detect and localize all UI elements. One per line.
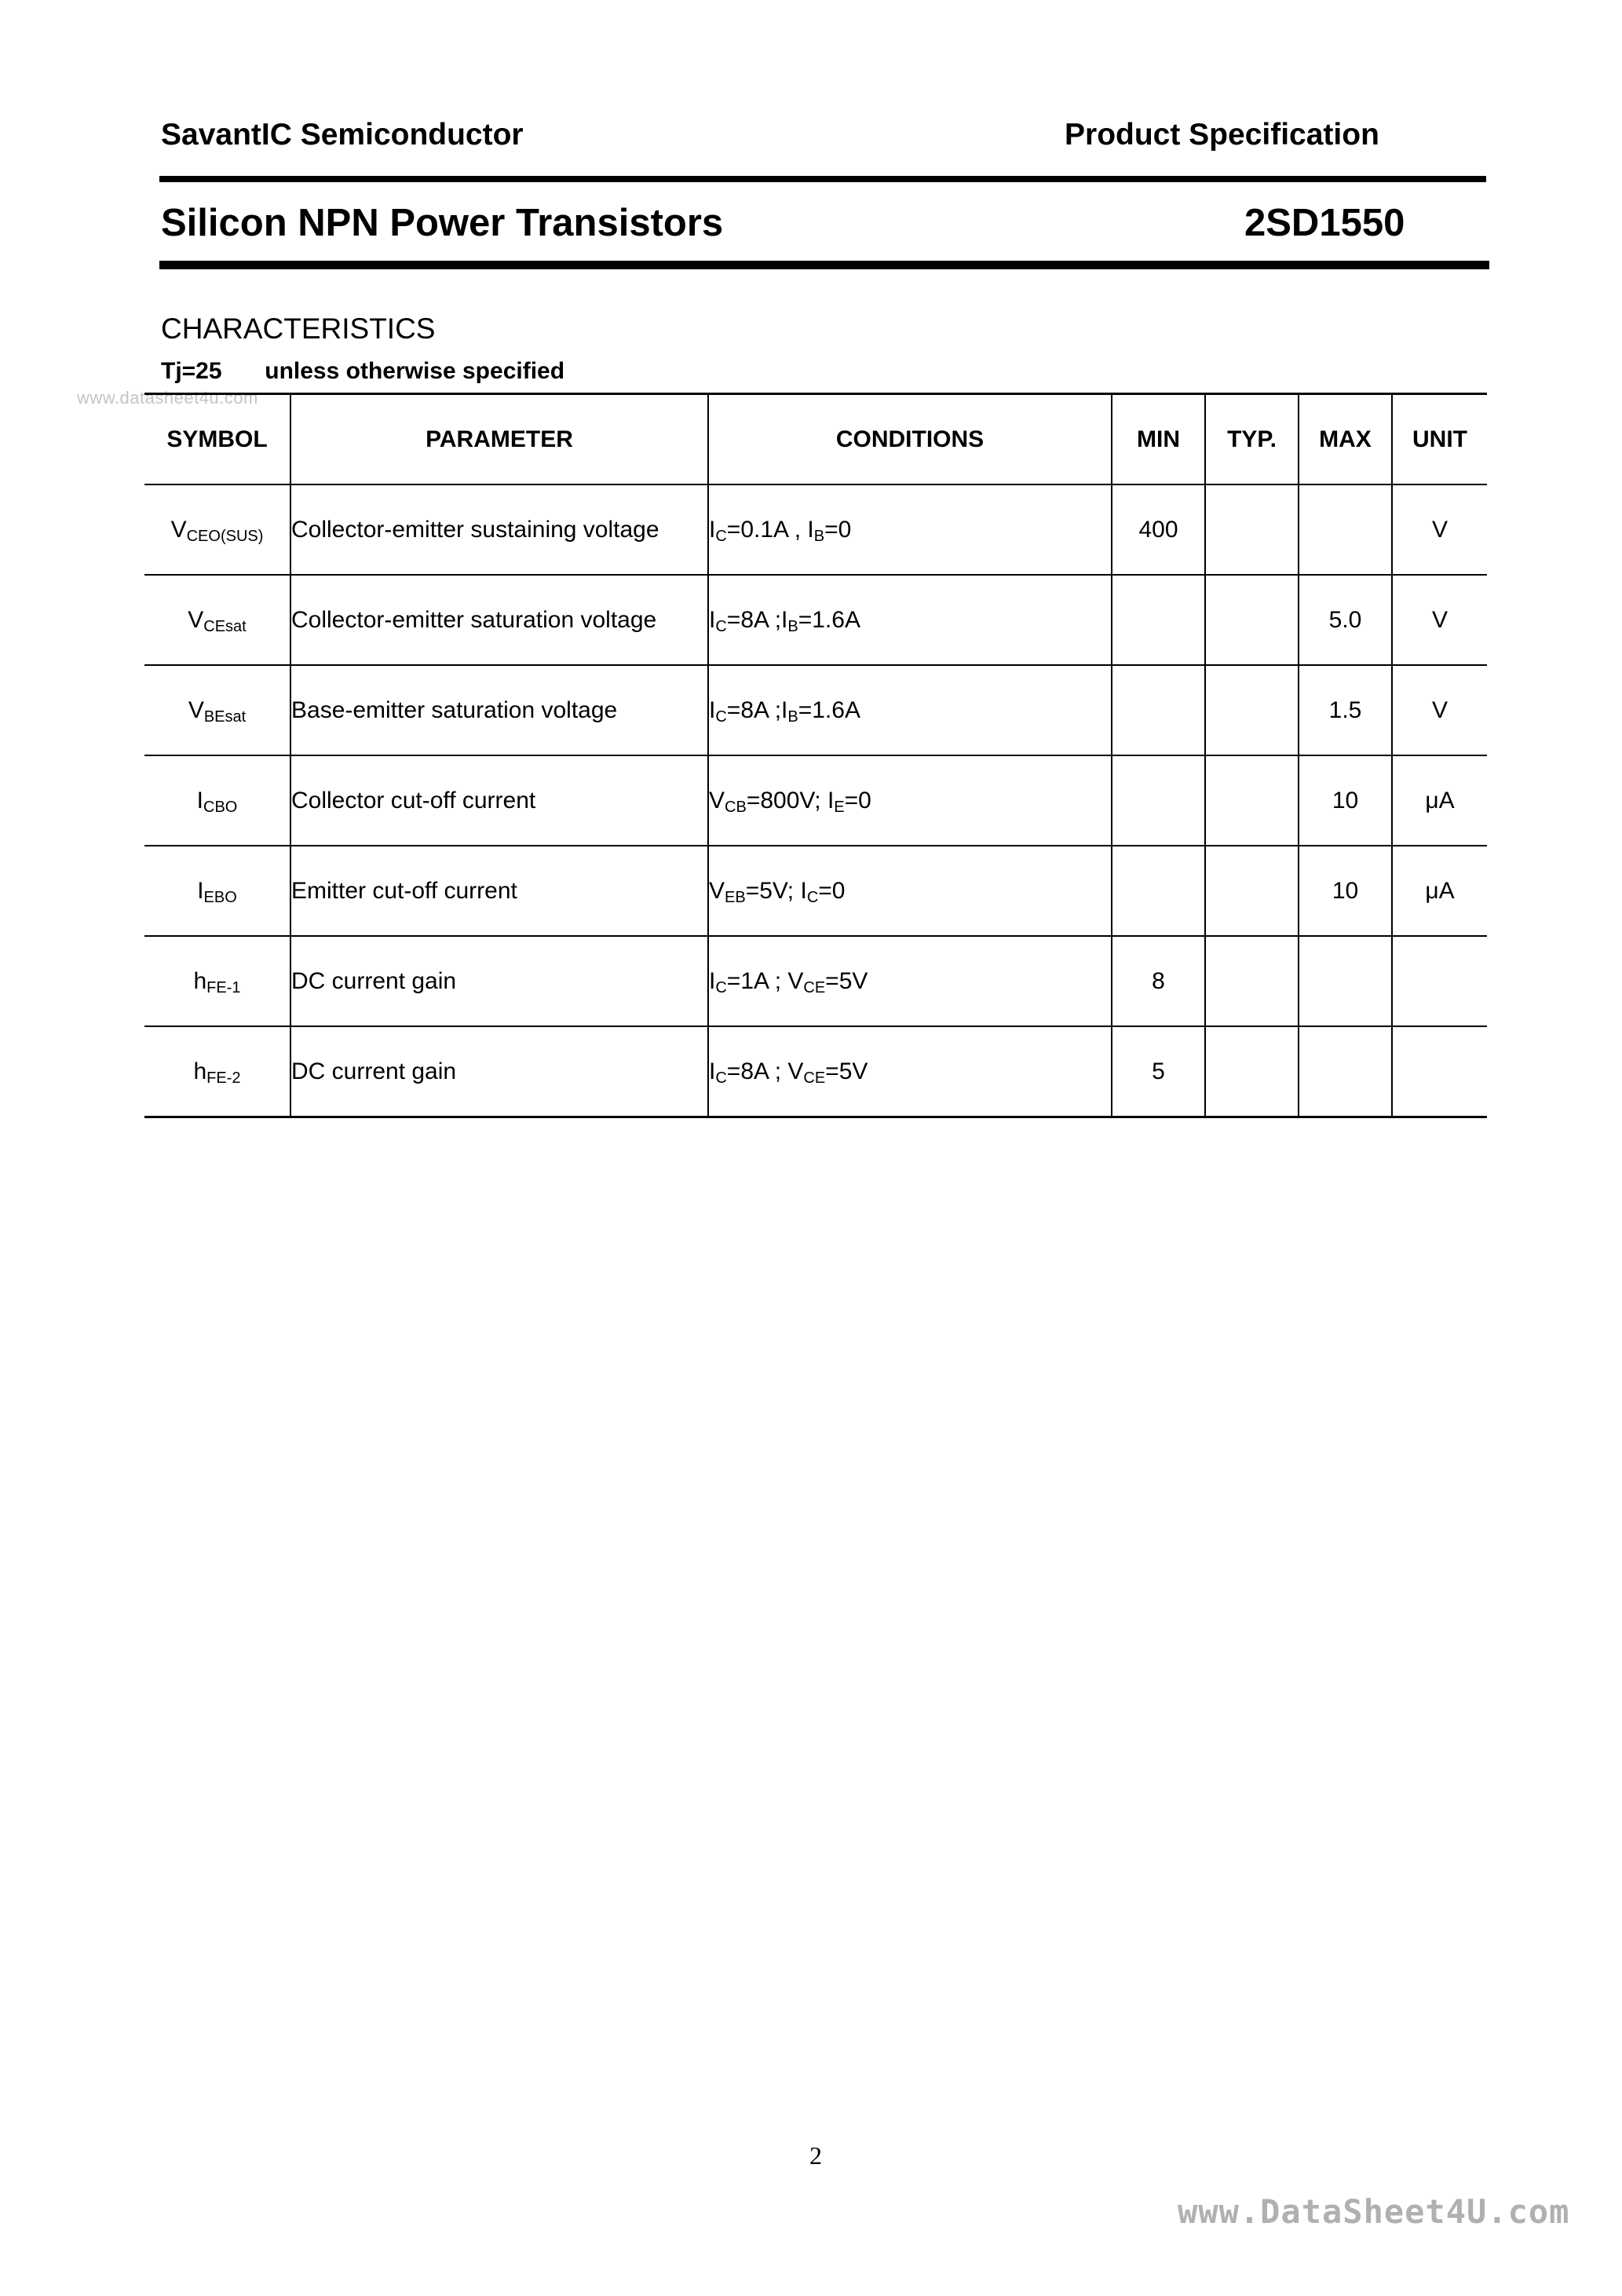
condition-subscript: B <box>787 707 798 726</box>
condition-subscript: CB <box>725 798 747 816</box>
col-parameter: PARAMETER <box>290 394 708 485</box>
symbol-main: I <box>196 787 203 813</box>
header-rule-bottom <box>159 261 1489 269</box>
parameter-cell: DC current gain <box>290 1026 708 1117</box>
typ-cell <box>1205 1026 1299 1117</box>
min-cell <box>1112 846 1205 936</box>
conditions-cell <box>708 484 1112 575</box>
condition-subscript: C <box>806 888 819 906</box>
condition-text: V <box>709 787 725 813</box>
condition-subscript: CE <box>803 1069 826 1087</box>
parameter-cell: Base-emitter saturation voltage <box>290 665 708 755</box>
symbol-cell <box>144 665 290 755</box>
company-name: SavantIC Semiconductor <box>161 118 524 152</box>
min-cell <box>1112 665 1205 755</box>
conditions-cell <box>708 1026 1112 1117</box>
unit-cell <box>1392 1026 1487 1117</box>
condition-note: unless otherwise specified <box>265 358 565 384</box>
max-cell <box>1299 1026 1392 1117</box>
condition-text: =800V; I <box>746 787 835 813</box>
condition-text: =8A ; V <box>726 1058 804 1084</box>
watermark-top: www.datasheet4u.com <box>77 388 258 408</box>
symbol-cell <box>144 755 290 846</box>
col-symbol: SYMBOL <box>144 394 290 485</box>
condition-text: =5V; I <box>745 877 807 904</box>
min-cell <box>1112 575 1205 665</box>
symbol-subscript: CEsat <box>203 617 247 635</box>
header-rule-top <box>159 176 1486 182</box>
symbol-main: V <box>188 696 204 723</box>
condition-text: I <box>709 606 716 633</box>
page-number: 2 <box>809 2141 822 2170</box>
temp-value: Tj=25 <box>161 358 222 384</box>
min-cell: 5 <box>1112 1026 1205 1117</box>
conditions-cell <box>708 755 1112 846</box>
symbol-subscript: CBO <box>203 798 238 816</box>
condition-text: V <box>709 877 725 904</box>
col-conditions: CONDITIONS <box>708 394 1112 485</box>
table-row <box>144 846 1487 936</box>
condition-text: =0 <box>818 877 846 904</box>
temperature-condition <box>161 360 564 383</box>
condition-subscript: C <box>715 978 727 996</box>
symbol-subscript: FE-1 <box>206 978 241 996</box>
condition-subscript: C <box>715 527 727 545</box>
condition-text: =0 <box>824 516 852 543</box>
conditions-cell <box>708 846 1112 936</box>
symbol-main: V <box>170 516 187 543</box>
condition-text: I <box>709 516 716 543</box>
condition-text: =1A ; V <box>726 967 804 994</box>
condition-subscript: E <box>834 798 845 816</box>
condition-subscript: B <box>787 617 798 635</box>
typ-cell <box>1205 665 1299 755</box>
parameter-cell: Collector-emitter saturation voltage <box>290 575 708 665</box>
col-unit: UNIT <box>1392 394 1487 485</box>
symbol-main: h <box>193 1058 207 1084</box>
condition-text: =0 <box>844 787 871 813</box>
section-heading: CHARACTERISTICS <box>161 313 436 345</box>
table-row <box>144 1026 1487 1117</box>
conditions-cell <box>708 665 1112 755</box>
table-row <box>144 665 1487 755</box>
symbol-cell <box>144 484 290 575</box>
conditions-cell <box>708 575 1112 665</box>
typ-cell <box>1205 846 1299 936</box>
unit-cell <box>1392 936 1487 1026</box>
conditions-cell <box>708 936 1112 1026</box>
col-typ: TYP. <box>1205 394 1299 485</box>
condition-text: =5V <box>825 1058 868 1084</box>
unit-cell: V <box>1392 484 1487 575</box>
unit-cell: V <box>1392 575 1487 665</box>
col-min: MIN <box>1112 394 1205 485</box>
condition-subscript: C <box>715 1069 727 1087</box>
table-header-row <box>144 394 1487 485</box>
unit-cell: V <box>1392 665 1487 755</box>
condition-text: =0.1A , I <box>726 516 814 543</box>
symbol-cell <box>144 936 290 1026</box>
symbol-main: I <box>197 877 204 904</box>
part-number: 2SD1550 <box>1244 202 1405 244</box>
parameter-cell: Emitter cut-off current <box>290 846 708 936</box>
condition-subscript: CE <box>803 978 826 996</box>
document-type: Product Specification <box>1065 118 1379 152</box>
condition-text: I <box>709 967 716 994</box>
typ-cell <box>1205 575 1299 665</box>
table-row <box>144 936 1487 1026</box>
symbol-subscript: BEsat <box>203 707 247 726</box>
parameter-cell: DC current gain <box>290 936 708 1026</box>
table-row <box>144 755 1487 846</box>
col-max: MAX <box>1299 394 1392 485</box>
symbol-cell <box>144 846 290 936</box>
symbol-main: h <box>193 967 207 994</box>
symbol-subscript: CEO(SUS) <box>186 527 264 545</box>
condition-text: =8A ;I <box>726 606 788 633</box>
symbol-main: V <box>188 606 204 633</box>
condition-subscript: EB <box>725 888 746 906</box>
max-cell <box>1299 936 1392 1026</box>
unit-cell: μA <box>1392 846 1487 936</box>
condition-subscript: C <box>715 617 727 635</box>
condition-text: I <box>709 1058 716 1084</box>
unit-cell: μA <box>1392 755 1487 846</box>
min-cell: 400 <box>1112 484 1205 575</box>
table-row <box>144 575 1487 665</box>
condition-text: =1.6A <box>798 696 860 723</box>
min-cell: 8 <box>1112 936 1205 1026</box>
symbol-cell <box>144 1026 290 1117</box>
min-cell <box>1112 755 1205 846</box>
parameter-cell: Collector cut-off current <box>290 755 708 846</box>
watermark-bottom: www.DataSheet4U.com <box>1178 2192 1570 2231</box>
typ-cell <box>1205 936 1299 1026</box>
condition-text: I <box>709 696 716 723</box>
max-cell: 5.0 <box>1299 575 1392 665</box>
parameter-cell: Collector-emitter sustaining voltage <box>290 484 708 575</box>
condition-text: =8A ;I <box>726 696 788 723</box>
symbol-subscript: EBO <box>203 888 237 906</box>
characteristics-table <box>144 393 1487 1118</box>
max-cell: 10 <box>1299 755 1392 846</box>
product-title: Silicon NPN Power Transistors <box>161 202 724 244</box>
symbol-cell <box>144 575 290 665</box>
condition-subscript: C <box>715 707 727 726</box>
typ-cell <box>1205 484 1299 575</box>
table-row <box>144 484 1487 575</box>
max-cell: 10 <box>1299 846 1392 936</box>
max-cell: 1.5 <box>1299 665 1392 755</box>
condition-subscript: B <box>813 527 825 545</box>
condition-text: =5V <box>825 967 868 994</box>
max-cell <box>1299 484 1392 575</box>
symbol-subscript: FE-2 <box>206 1069 241 1087</box>
typ-cell <box>1205 755 1299 846</box>
condition-text: =1.6A <box>798 606 860 633</box>
